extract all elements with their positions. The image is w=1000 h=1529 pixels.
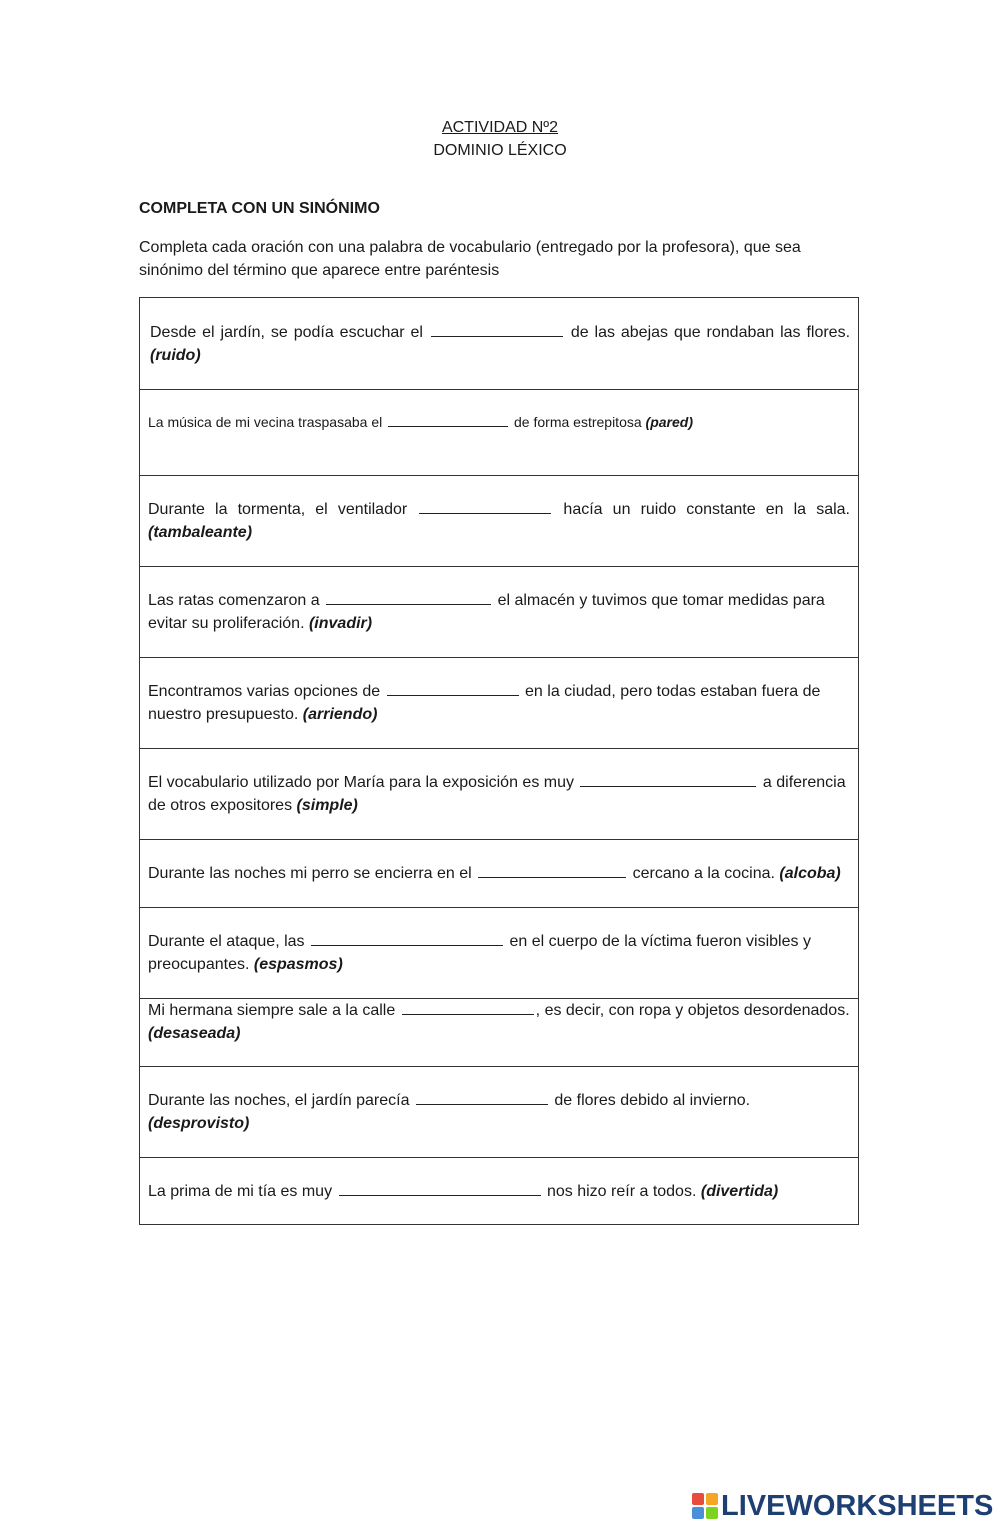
- answer-blank[interactable]: [419, 499, 551, 514]
- synonym-hint: (espasmos): [253, 956, 343, 973]
- exercise-text: El vocabulario utilizado por María para la exposición es muy a diferencia de otros expositores (simple): [148, 774, 846, 814]
- synonym-hint: (divertida): [700, 1183, 779, 1200]
- synonym-hint: (pared): [645, 414, 693, 430]
- exercise-row: [140, 1157, 858, 1224]
- answer-blank[interactable]: [339, 1181, 541, 1196]
- exercise-row: [140, 839, 858, 907]
- synonym-hint: (invadir): [308, 615, 373, 632]
- exercise-text: Encontramos varias opciones de en la ciudad, pero todas estaban fuera de nuestro presupuesto. (arriendo): [148, 683, 821, 723]
- exercise-text: Durante las noches mi perro se encierra en el cercano a la cocina. (alcoba): [148, 865, 841, 882]
- answer-blank[interactable]: [388, 412, 508, 427]
- activity-title: ACTIVIDAD Nº2: [441, 119, 559, 136]
- logo-text: LIVEWORKSHEETS: [721, 1489, 994, 1522]
- title-block: [0, 116, 1000, 162]
- instructions: Completa cada oración con una palabra de vocabulario (entregado por la profesora), que sea sinónimo del término que aparece entre paréntesis: [139, 239, 801, 279]
- exercise-row: [140, 298, 858, 389]
- synonym-hint: (desprovisto): [148, 1115, 250, 1132]
- exercise-text: Desde el jardín, se podía escuchar el de las abejas que rondaban las flores. (ruido): [150, 324, 851, 364]
- exercise-row: [140, 475, 858, 566]
- exercise-text: Durante el ataque, las en el cuerpo de la víctima fueron visibles y preocupantes. (espasmos): [148, 933, 811, 973]
- answer-blank[interactable]: [387, 681, 519, 696]
- exercise-text: Las ratas comenzaron a el almacén y tuvimos que tomar medidas para evitar su proliferación. (invadir): [148, 592, 825, 632]
- answer-blank[interactable]: [311, 931, 503, 946]
- exercise-row: [140, 566, 858, 657]
- synonym-hint: (simple): [296, 797, 358, 814]
- synonym-hint: (alcoba): [779, 865, 841, 882]
- exercise-text: Durante la tormenta, el ventilador hacía un ruido constante en la sala. (tambaleante): [148, 501, 850, 541]
- answer-blank[interactable]: [580, 772, 756, 787]
- answer-blank[interactable]: [478, 863, 626, 878]
- answer-blank[interactable]: [326, 590, 491, 605]
- section-title: COMPLETA CON UN SINÓNIMO: [139, 200, 380, 217]
- exercise-text: La prima de mi tía es muy nos hizo reír a todos. (divertida): [148, 1183, 779, 1200]
- exercise-row: [140, 1066, 858, 1157]
- exercise-text: Durante las noches, el jardín parecía de flores debido al invierno. (desprovisto): [148, 1092, 751, 1132]
- answer-blank[interactable]: [416, 1090, 548, 1105]
- synonym-hint: (tambaleante): [148, 524, 253, 541]
- synonym-hint: (desaseada): [148, 1025, 241, 1042]
- exercise-row: [140, 748, 858, 839]
- exercise-row: [140, 389, 858, 475]
- synonym-hint: (arriendo): [302, 706, 378, 723]
- liveworksheets-logo: [692, 1490, 993, 1522]
- exercise-row: [140, 907, 858, 998]
- exercise-row: [140, 998, 858, 1066]
- exercise-row: [140, 657, 858, 748]
- logo-mark-icon: [692, 1493, 718, 1519]
- activity-subtitle: DOMINIO LÉXICO: [433, 142, 567, 159]
- answer-blank[interactable]: [402, 1000, 534, 1015]
- exercise-table: [139, 297, 859, 1225]
- exercise-text: Mi hermana siempre sale a la calle , es decir, con ropa y objetos desordenados. (desaseada): [148, 1002, 850, 1042]
- exercise-text: La música de mi vecina traspasaba el de forma estrepitosa (pared): [148, 414, 693, 430]
- synonym-hint: (ruido): [150, 347, 201, 364]
- answer-blank[interactable]: [431, 322, 563, 337]
